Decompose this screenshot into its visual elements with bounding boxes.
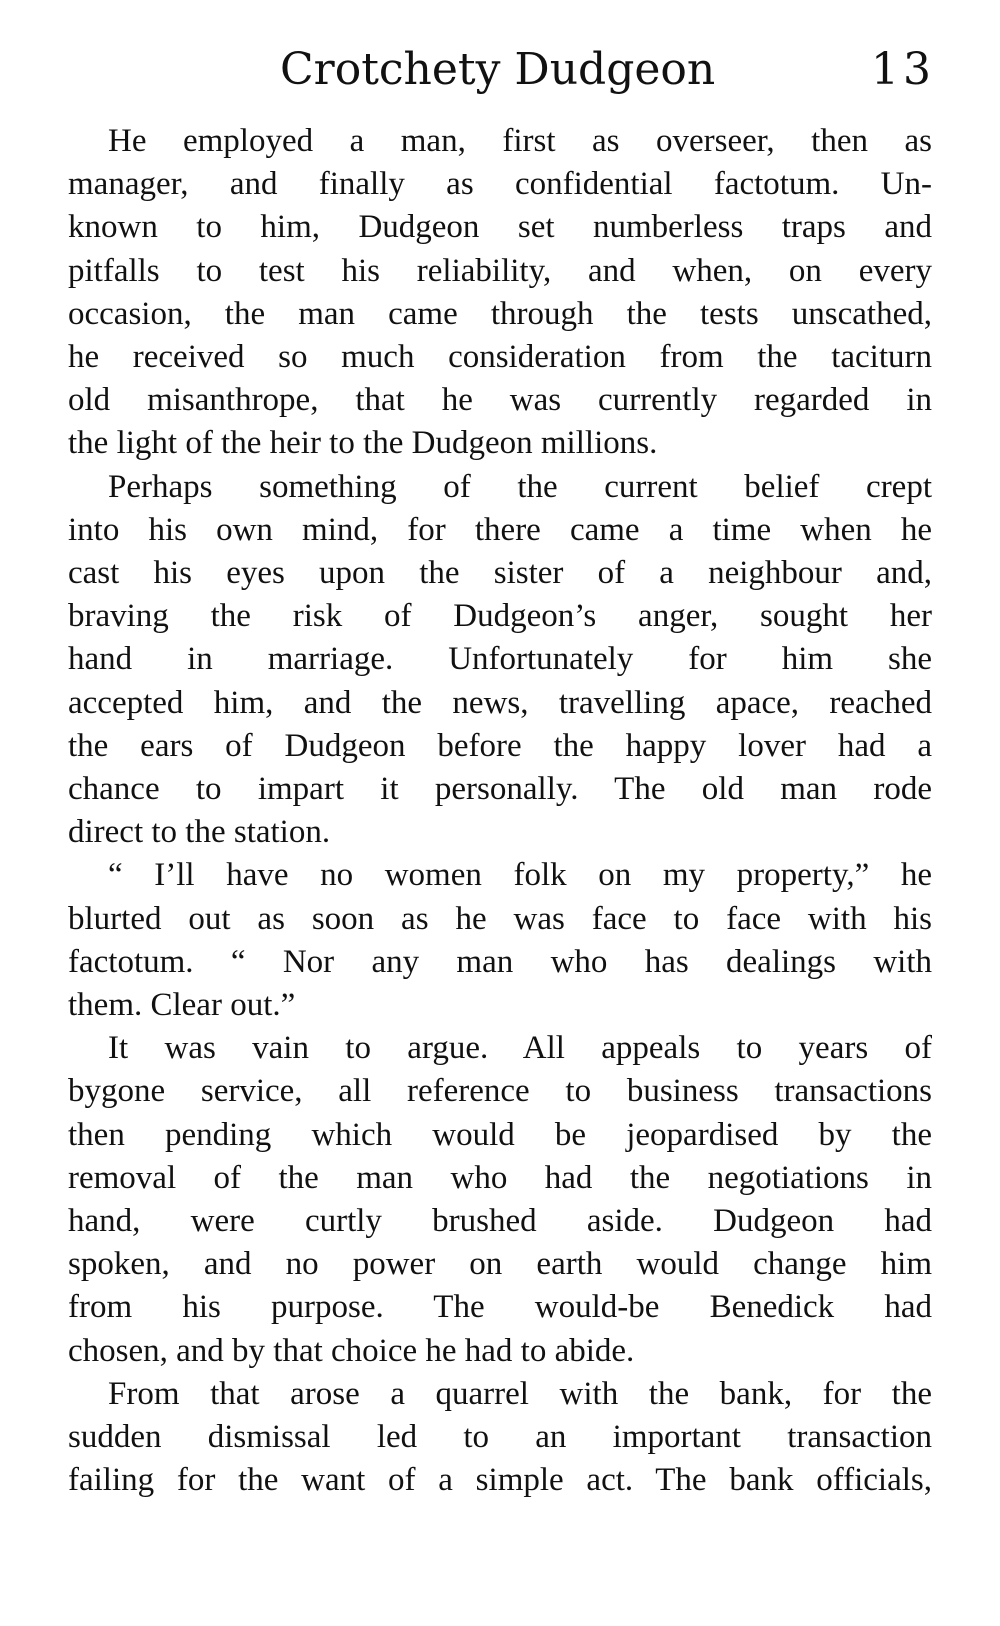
text-line: removal of the man who had the negotiations in	[68, 1159, 932, 1196]
paragraph	[68, 854, 932, 1027]
text-line: Perhaps something of the current belief crept	[108, 468, 932, 505]
text-line: failing for the want of a simple act. The bank officials,	[68, 1462, 932, 1499]
text-line: pitfalls to test his reliability, and when, on every	[68, 252, 932, 289]
text-line: hand, were curtly brushed aside. Dudgeon had	[68, 1203, 932, 1240]
text-line: braving the risk of Dudgeon’s anger, sought her	[68, 598, 932, 635]
text-line: known to him, Dudgeon set numberless traps and	[68, 209, 932, 246]
paragraph	[68, 1373, 932, 1503]
page-number: 13	[871, 44, 935, 95]
text-line: spoken, and no power on earth would change him	[68, 1246, 932, 1283]
text-line: the light of the heir to the Dudgeon millions.	[68, 425, 658, 462]
text-line: manager, and finally as confidential factotum. Un-	[68, 166, 932, 203]
text-line: direct to the station.	[68, 814, 331, 851]
text-line: “ I’ll have no women folk on my property,” he	[108, 857, 932, 894]
text-line: chosen, and by that choice he had to abide.	[68, 1332, 635, 1369]
text-line: then pending which would be jeopardised by the	[68, 1116, 932, 1153]
paragraph	[68, 466, 932, 855]
text-line: hand in marriage. Unfortunately for him she	[68, 641, 932, 678]
text-line: sudden dismissal led to an important transaction	[68, 1419, 932, 1456]
text-line: them. Clear out.”	[68, 987, 296, 1024]
text-line: cast his eyes upon the sister of a neighbour and,	[68, 555, 932, 592]
text-line: from his purpose. The would-be Benedick had	[68, 1289, 932, 1326]
text-line: bygone service, all reference to business transactions	[68, 1073, 932, 1110]
text-line: accepted him, and the news, travelling apace, reached	[68, 684, 932, 721]
running-title: Crotchety Dudgeon	[280, 44, 716, 95]
text-line: he received so much consideration from the taciturn	[68, 339, 932, 376]
text-line: factotum. “ Nor any man who has dealings with	[68, 943, 932, 980]
running-head	[0, 40, 1000, 104]
text-line: He employed a man, first as overseer, then as	[108, 123, 932, 159]
text-line: occasion, the man came through the tests unscathed,	[68, 295, 932, 332]
text-line: into his own mind, for there came a time when he	[68, 511, 932, 548]
text-line: From that arose a quarrel with the bank, for the	[108, 1375, 932, 1412]
text-line: the ears of Dudgeon before the happy lover had a	[68, 727, 932, 764]
text-line: blurted out as soon as he was face to face with his	[68, 900, 932, 937]
body-text	[68, 120, 932, 1503]
paragraph	[68, 1027, 932, 1373]
paragraph	[68, 120, 932, 466]
text-line: old misanthrope, that he was currently regarded in	[68, 382, 932, 419]
text-line: It was vain to argue. All appeals to years of	[108, 1030, 932, 1067]
text-line: chance to impart it personally. The old man rode	[68, 771, 932, 808]
